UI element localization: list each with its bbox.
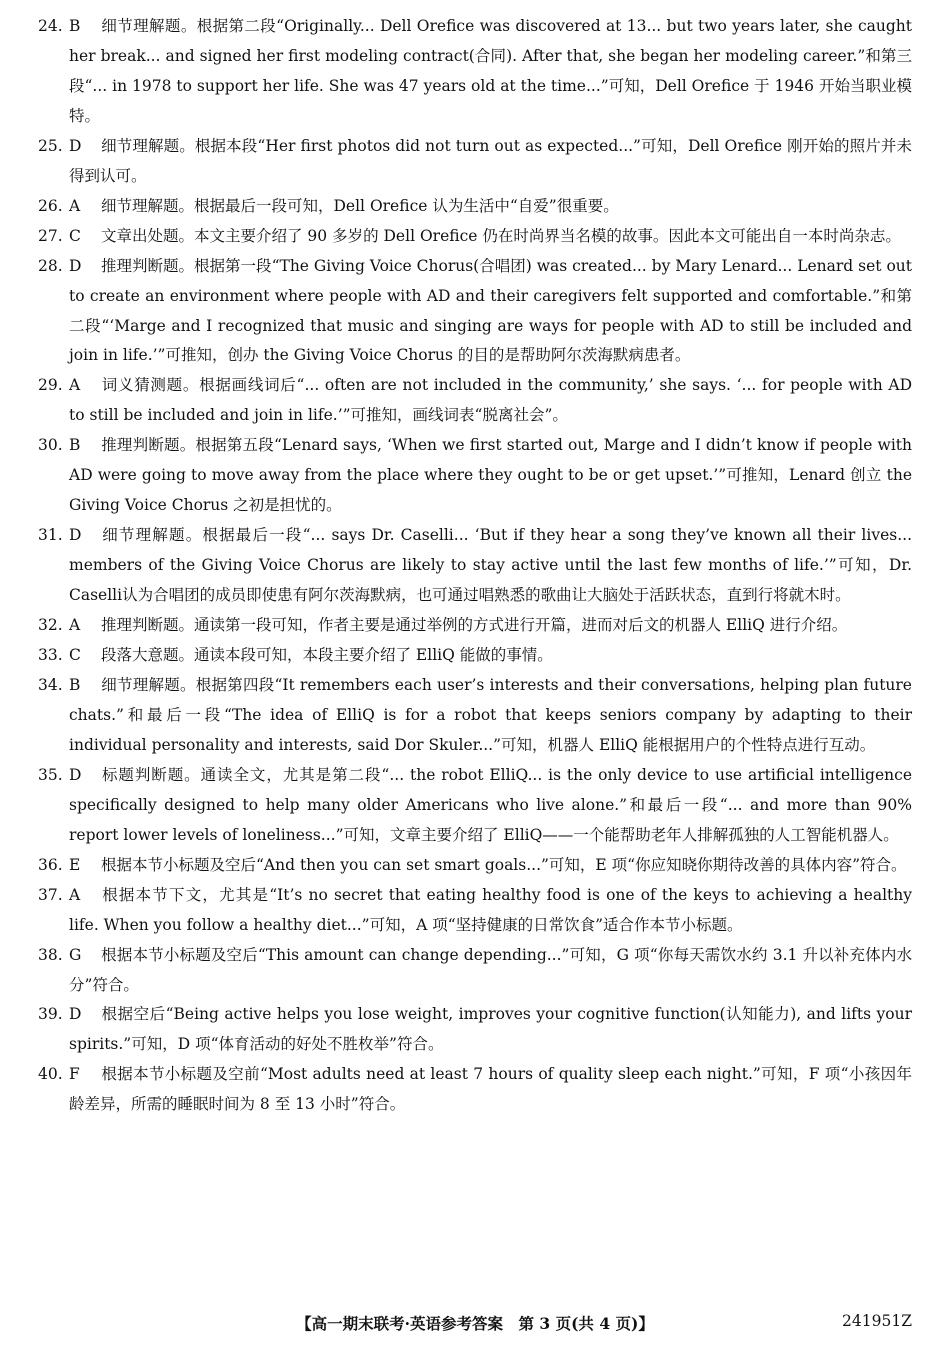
answer-letter: A: [69, 376, 81, 395]
answer-item: [38, 252, 912, 372]
answer-list: [38, 12, 912, 1120]
question-number: 31.: [38, 526, 63, 545]
answer-explanation: 根据空后“Being active helps you lose weight, improves your cognitive function(认知能力), and lifts your spirits.”可知，D 项“体育活动的好处不胜枚举”符合。: [69, 1005, 912, 1054]
answer-item: [38, 851, 912, 881]
answer-letter: D: [69, 526, 82, 545]
question-number: 32.: [38, 616, 63, 635]
question-number: 33.: [38, 646, 63, 665]
answer-item: [38, 671, 912, 761]
answer-item: [38, 761, 912, 851]
question-number: 27.: [38, 226, 63, 245]
answer-item: [38, 941, 912, 1001]
answer-explanation: 段落大意题。通读本段可知，本段主要介绍了 ElliQ 能做的事情。: [101, 646, 553, 665]
answer-letter: D: [69, 1005, 82, 1024]
answer-item: [38, 611, 912, 641]
answer-explanation: 文章出处题。本文主要介绍了 90 多岁的 Dell Orefice 仍在时尚界当名模的故事。因此本文可能出自一本时尚杂志。: [101, 226, 901, 245]
answer-explanation: 细节理解题。根据第四段“It remembers each user’s interests and their conversations, helping plan future chats.”和最后一段“The idea of ElliQ is for a robot that keeps seniors company by adapting to their individual personality and interests, said Dor Skuler...”可知，机器人 ElliQ 能根据用户的个性特点进行互动。: [69, 675, 912, 754]
answer-letter: D: [69, 256, 82, 275]
answer-explanation: 根据本节下文，尤其是“It’s no secret that eating healthy food is one of the keys to achieving a healthy life. When you follow a healthy diet...”可知，A 项“坚持健康的日常饮食”适合作本节小标题。: [69, 885, 912, 934]
footer-title: 【高一期末联考·英语参考答案 第 3 页(共 4 页)】: [296, 1314, 654, 1333]
question-number: 28.: [38, 256, 63, 275]
answer-item: [38, 222, 912, 252]
answer-letter: A: [69, 885, 81, 904]
question-number: 39.: [38, 1005, 63, 1024]
page-footer: [0, 1312, 950, 1340]
answer-letter: C: [69, 646, 81, 665]
question-number: 25.: [38, 136, 63, 155]
answer-item: [38, 371, 912, 431]
answer-item: [38, 1000, 912, 1060]
answer-explanation: 推理判断题。根据第五段“Lenard says, ‘When we first started out, Marge and I didn’t know if people with AD were going to move away from the place where they ought to be or get upset.’”可推知，Lenard 创立 the Giving Voice Chorus 之初是担忧的。: [69, 436, 912, 515]
answer-explanation: 细节理解题。根据第二段“Originally... Dell Orefice was discovered at 13... but two years later, she caught her break... and signed her first modeling contract(合同). After that, she began her modeling career.”和第三段“... in 1978 to support her life. She was 47 years old at the time...”可知，Dell Orefice 于 1946 开始当职业模特。: [69, 17, 912, 125]
answer-letter: B: [69, 17, 81, 35]
answer-item: [38, 192, 912, 222]
answer-letter: G: [69, 945, 82, 964]
question-number: 34.: [38, 675, 63, 694]
question-number: 26.: [38, 196, 63, 215]
answer-item: [38, 1060, 912, 1120]
answer-explanation: 推理判断题。根据第一段“The Giving Voice Chorus(合唱团) was created... by Mary Lenard... Lenard set out to create an environment where people with AD and their caregivers felt supported and comfortable.”和第二段“‘Marge and I recognized that music and singing are ways for people with AD to still be included and join in life.’”可推知，创办 the Giving Voice Chorus 的目的是帮助阿尔茨海默病患者。: [69, 256, 912, 365]
answer-explanation: 推理判断题。通读第一段可知，作者主要是通过举例的方式进行开篇，进而对后文的机器人 ElliQ 进行介绍。: [101, 616, 848, 635]
answer-letter: F: [69, 1065, 80, 1084]
answer-explanation: 根据本节小标题及空前“Most adults need at least 7 hours of quality sleep each night.”可知，F 项“小孩因年龄差异，所需的睡眠时间为 8 至 13 小时”符合。: [69, 1065, 912, 1114]
question-number: 38.: [38, 945, 63, 964]
answer-letter: C: [69, 226, 81, 245]
answer-letter: D: [69, 136, 82, 155]
answer-explanation: 细节理解题。根据最后一段可知，Dell Orefice 认为生活中“自爱”很重要。: [101, 196, 619, 215]
answer-item: [38, 12, 912, 132]
question-number: 36.: [38, 855, 63, 874]
answer-item: [38, 881, 912, 941]
answer-letter: A: [69, 616, 81, 635]
answer-explanation: 标题判断题。通读全文，尤其是第二段“... the robot ElliQ... is the only device to use artificial intelligence specifically designed to help many older Americans who live alone.”和最后一段“... and more than 90% report lower levels of loneliness...”可知，文章主要介绍了 ElliQ——一个能帮助老年人排解孤独的人工智能机器人。: [69, 765, 912, 844]
answer-item: [38, 641, 912, 671]
answer-letter: B: [69, 436, 81, 455]
question-number: 24.: [38, 17, 63, 35]
answer-letter: B: [69, 675, 81, 694]
question-number: 35.: [38, 765, 63, 784]
answer-letter: E: [69, 855, 81, 874]
answer-item: [38, 431, 912, 521]
answer-explanation: 细节理解题。根据最后一段“... says Dr. Caselli... ‘But if they hear a song they’ve known all their lives... members of the Giving Voice Chorus are likely to stay active until the last few months of life.’”可知，Dr. Caselli认为合唱团的成员即使患有阿尔茨海默病，也可通过唱熟悉的歌曲让大脑处于活跃状态，直到行将就木时。: [69, 526, 912, 605]
question-number: 29.: [38, 376, 63, 395]
answer-item: [38, 132, 912, 192]
question-number: 40.: [38, 1065, 63, 1084]
question-number: 37.: [38, 885, 63, 904]
question-number: 30.: [38, 436, 63, 455]
answer-letter: D: [69, 765, 82, 784]
answer-explanation: 根据本节小标题及空后“This amount can change depending...”可知，G 项“你每天需饮水约 3.1 升以补充体内水分”符合。: [69, 945, 912, 994]
document-code: 241951Z: [842, 1312, 912, 1330]
answer-letter: A: [69, 196, 81, 215]
answer-explanation: 细节理解题。根据本段“Her first photos did not turn out as expected...”可知，Dell Orefice 刚开始的照片并未得到认可。: [69, 136, 912, 185]
answer-item: [38, 521, 912, 611]
answer-explanation: 根据本节小标题及空后“And then you can set smart goals...”可知，E 项“你应知晓你期待改善的具体内容”符合。: [101, 855, 907, 874]
answer-explanation: 词义猜测题。根据画线词后“... often are not included in the community,’ she says. ‘... for people with AD to still be included and join in life.’”可推知，画线词表“脱离社会”。: [69, 376, 912, 425]
